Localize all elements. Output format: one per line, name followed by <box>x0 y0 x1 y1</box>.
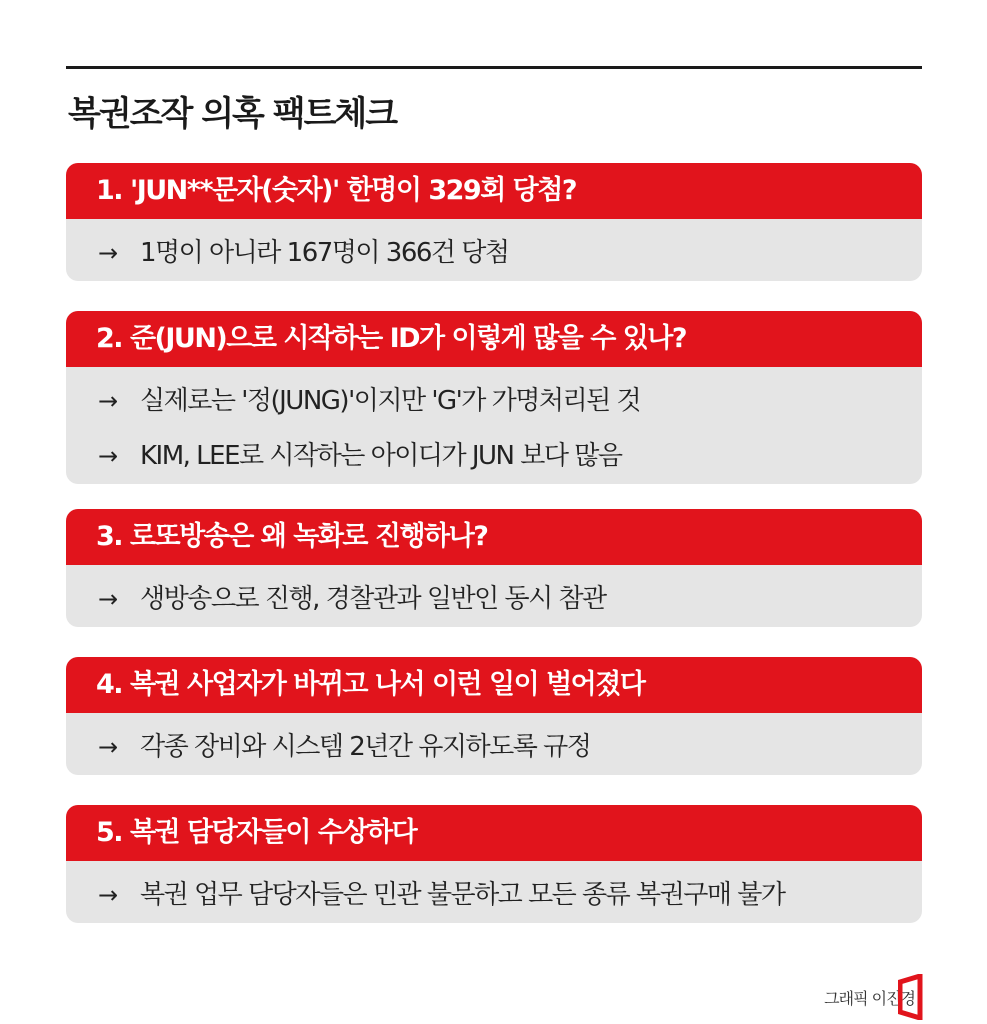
answer-text: 복권 업무 담당자들은 민관 불문하고 모든 종류 복권구매 불가 <box>140 880 785 910</box>
top-divider <box>66 66 922 69</box>
arrow-icon: → <box>98 881 119 909</box>
arrow-icon: → <box>98 239 119 267</box>
question-header: 5. 복권 담당자들이 수상하다 <box>66 805 922 861</box>
arrow-icon: → <box>98 387 119 415</box>
answer-line <box>66 374 922 429</box>
publisher-logo-icon <box>898 974 924 1020</box>
answer-text: 각종 장비와 시스템 2년간 유지하도록 규정 <box>140 732 591 762</box>
question-header: 2. 준(JUN)으로 시작하는 ID가 이렇게 많을 수 있나? <box>66 311 922 367</box>
graphic-credit: 그래픽 이진경 <box>824 989 915 1008</box>
fact-card-4 <box>66 657 922 775</box>
answer-text: 생방송으로 진행, 경찰관과 일반인 동시 참관 <box>140 584 606 614</box>
answer-line <box>66 720 922 775</box>
question-header: 1. 'JUN**문자(숫자)' 한명이 329회 당첨? <box>66 163 922 219</box>
answer-text: KIM, LEE로 시작하는 아이디가 JUN 보다 많음 <box>140 441 622 471</box>
arrow-icon: → <box>98 442 119 470</box>
answer-text: 실제로는 '정(JUNG)'이지만 'G'가 가명처리된 것 <box>140 386 641 416</box>
answer-text: 1명이 아니라 167명이 366건 당첨 <box>140 238 509 268</box>
question-header: 4. 복권 사업자가 바뀌고 나서 이런 일이 벌어졌다 <box>66 657 922 713</box>
fact-card-2 <box>66 311 922 484</box>
answer-line <box>66 429 922 484</box>
answer-line <box>66 572 922 627</box>
fact-card-1 <box>66 163 922 281</box>
arrow-icon: → <box>98 585 119 613</box>
page-title: 복권조작 의혹 팩트체크 <box>68 94 397 134</box>
fact-card-5 <box>66 805 922 923</box>
answer-line <box>66 226 922 281</box>
arrow-icon: → <box>98 733 119 761</box>
answer-line <box>66 868 922 923</box>
question-header: 3. 로또방송은 왜 녹화로 진행하나? <box>66 509 922 565</box>
fact-card-3 <box>66 509 922 627</box>
